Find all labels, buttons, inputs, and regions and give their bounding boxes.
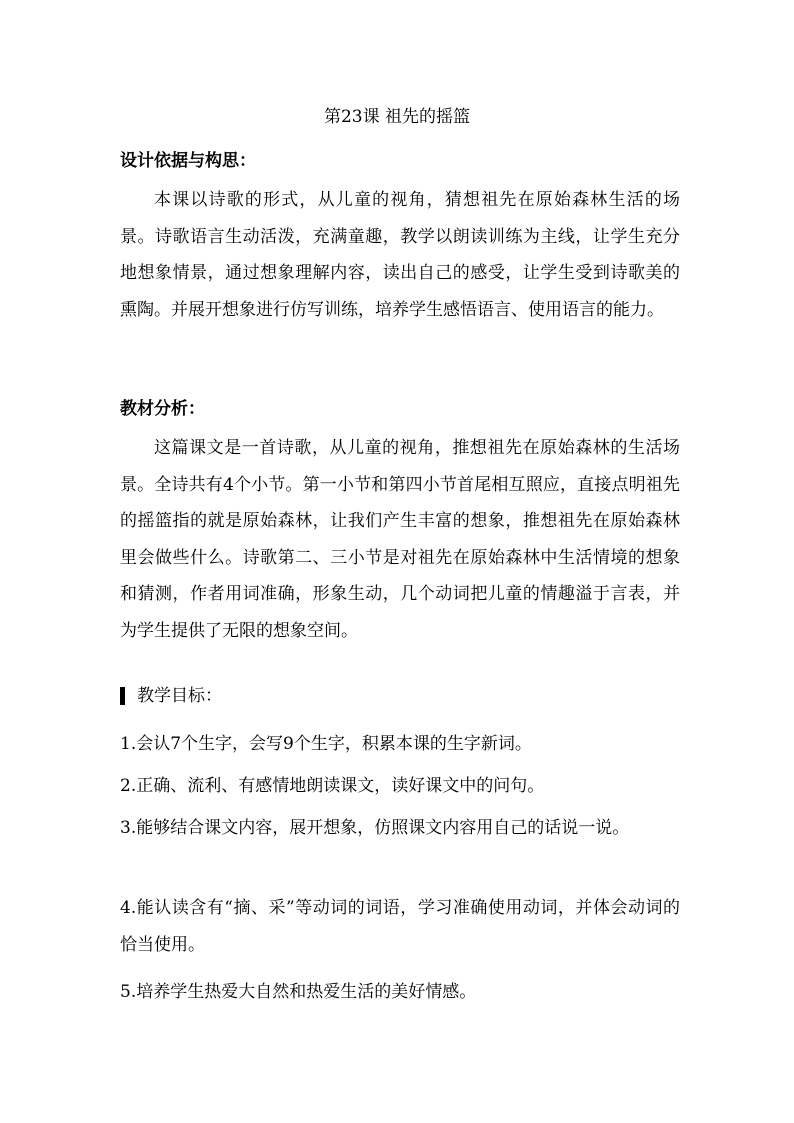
goals-heading: [120, 684, 222, 708]
goal-item-1: 1.会认7个生字，会写9个生字，积累本课的生字新词。: [120, 734, 532, 754]
design-paragraph: 本课以诗歌的形式，从儿童的视角，猜想祖先在原始森林生活的场景。诗歌语言生动活泼，充满童趣，教学以朗读训练为主线，让学生充分地想象情景，通过想象理解内容，读出自己的感受，让学生受到诗歌美的熏陶。并展开想象进行仿写训练，培养学生感悟语言、使用语言的能力。: [120, 190, 680, 320]
design-heading: 设计依据与构思：: [120, 151, 256, 171]
lesson-title: 第23课 祖先的摇篮: [323, 107, 471, 127]
analysis-paragraph: 这篇课文是一首诗歌，从儿童的视角，推想祖先在原始森林的生活场景。全诗共有4个小节。第一小节和第四小节首尾相互照应，直接点明祖先的摇篮指的就是原始森林，让我们产生丰富的想象，推想祖先在原始森林里会做些什么。诗歌第二、三小节是对祖先在原始森林中生活情境的想象和猜测，作者用词准确，形象生动，几个动词把儿童的情趣溢于言表，并为学生提供了无限的想象空间。: [120, 438, 680, 641]
goal-item-4: 4.能认读含有“摘、采”等动词的词语，学习准确使用动词，并体会动词的恰当使用。: [120, 898, 680, 955]
analysis-heading: 教材分析：: [120, 399, 205, 419]
goal-item-3: 3.能够结合课文内容，展开想象，仿照课文内容用自己的话说一说。: [120, 818, 630, 838]
goal-item-2: 2.正确、流利、有感情地朗读课文，读好课文中的问句。: [120, 776, 545, 796]
goal-item-5: 5.培养学生热爱大自然和热爱生活的美好情感。: [120, 982, 477, 1002]
section-marker-icon: [120, 687, 125, 705]
goals-heading-label: 教学目标：: [137, 686, 222, 706]
